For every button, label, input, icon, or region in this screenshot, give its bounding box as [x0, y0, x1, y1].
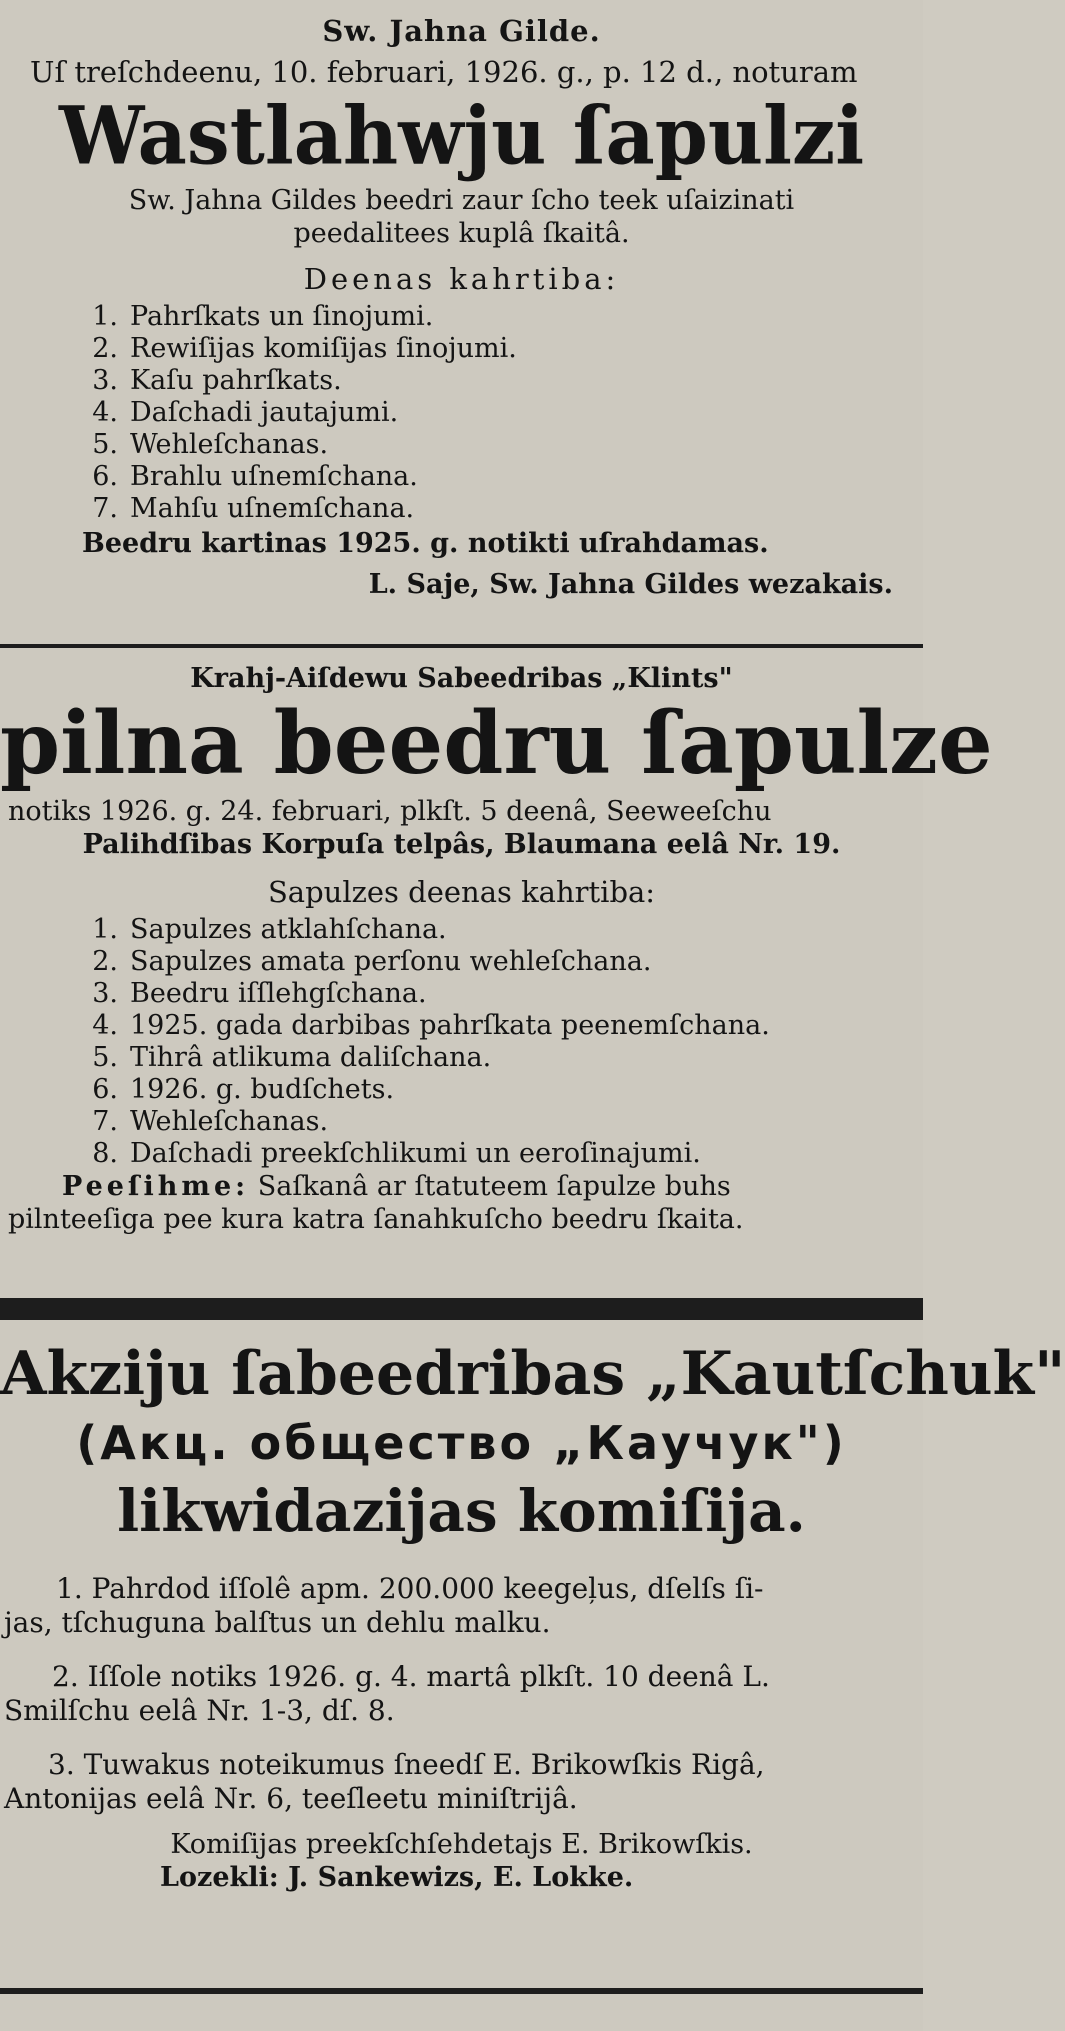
notice-kautschuk-liquidation — [0, 1338, 1065, 1894]
notice3-signature-2: Lozekli: J. Sankewizs, E. Lokke. — [160, 1862, 634, 1893]
notice2-agenda-list — [0, 914, 923, 1170]
list-item: 6. 1926. g. budſchets. — [92, 1074, 395, 1105]
notice-st-john-guild — [0, 14, 923, 601]
notice2-org: Krahj-Aiſdewu Sabeedribas „Klints" — [190, 663, 733, 694]
list-item: 4. Daſchadi jautajumi. — [92, 397, 399, 428]
notice2-agenda-heading: Sapulzes deenas kahrtiba: — [267, 875, 656, 909]
notice2-note-label: Peeſihme: — [62, 1171, 250, 1202]
notice3-title-2: (Акц. общество „Каучук") — [76, 1416, 847, 1470]
notice1-intro: Uſ treſchdeenu, 10. februari, 1926. g., p. 12 d., noturam — [30, 55, 858, 89]
notice1-agenda-list — [0, 301, 923, 525]
notice2-line-2: Palihdſibas Korpuſa telpâs, Blaumana eelâ Nr. 19. — [82, 829, 841, 860]
notice3-signature-1: Komiſijas preekſchſehdetajs E. Brikowſkis. — [170, 1829, 753, 1860]
list-item: 3. Beedru iſſlehgſchana. — [92, 978, 427, 1009]
notice3-para-3a: 3. Tuwakus noteikumus ſneedſ E. Brikowſkis Rigâ, — [48, 1748, 765, 1781]
notice3-para-1a: 1. Pahrdod iſſolê apm. 200.000 keegeļus, dſelſs ſi- — [56, 1572, 764, 1605]
notice1-invite-1: Sw. Jahna Gildes beedri zaur ſcho teek uſaizinati — [128, 185, 795, 216]
notice1-title: Wastlahwju ſapulzi — [58, 88, 865, 183]
notice2-note-2: pilntееſiga pee kura katra ſanahkuſcho beedru ſkaita. — [8, 1204, 744, 1235]
notice1-note: Beedru kartinas 1925. g. notikti uſrahdamas. — [82, 528, 769, 559]
notice3-title-1: Akziju ſabeedribas „Kautſchuk" — [0, 1339, 1065, 1409]
divider-2 — [0, 1298, 923, 1320]
notice3-para-2b: Smilſchu eelâ Nr. 1-3, dſ. 8. — [4, 1694, 395, 1727]
notice1-agenda-heading: Deenas kahrtiba: — [303, 262, 620, 296]
list-item: 8. Daſchadi preekſchlikumi un eeroſinajumi. — [92, 1138, 701, 1169]
notice1-signature: L. Saje, Sw. Jahna Gildes wezakais. — [368, 569, 893, 600]
list-item: 7. Mahſu uſnemſchana. — [92, 493, 415, 524]
list-item: 3. Kaſu pahrſkats. — [92, 365, 342, 396]
notice1-org: Sw. Jahna Gilde. — [322, 14, 601, 48]
notice3-title-3: likwidazijas komiſija. — [117, 1477, 806, 1545]
divider-3 — [0, 1988, 923, 1994]
list-item: 7. Wehleſchanas. — [92, 1106, 329, 1137]
list-item: 5. Wehleſchanas. — [92, 429, 329, 460]
list-item: 4. 1925. gada darbibas pahrſkata peenemſchana. — [92, 1010, 770, 1041]
notice2-note-1 — [0, 1170, 923, 1203]
notice-klints-society — [0, 662, 993, 1236]
list-item: 1. Sapulzes atklahſchana. — [92, 914, 447, 945]
notice2-note-text: Saſkanâ ar ſtatuteem ſapulze buhs — [257, 1171, 731, 1202]
divider-1 — [0, 644, 923, 648]
list-item: 1. Pahrſkats un ſinojumi. — [92, 301, 434, 332]
notice3-para-2a: 2. Iſſole notiks 1926. g. 4. martâ plkſt. 10 deenâ L. — [52, 1660, 770, 1693]
list-item: 5. Tihrâ atlikuma daliſchana. — [92, 1042, 492, 1073]
notice2-line-1: notiks 1926. g. 24. februari, plkſt. 5 deenâ, Seeweeſchu — [8, 796, 772, 827]
notice1-invite-2: peedalitees kuplâ ſkaitâ. — [293, 218, 630, 249]
notice2-title: pilna beedru ſapulze — [0, 693, 993, 794]
notice3-para-3b: Antonijas eelâ Nr. 6, teeſleetu miniſtrijâ. — [4, 1782, 578, 1815]
list-item: 6. Brahlu uſnemſchana. — [92, 461, 418, 492]
list-item: 2. Sapulzes amata perſonu wehleſchana. — [92, 946, 652, 977]
list-item: 2. Rewiſijas komiſijas ſinojumi. — [92, 333, 517, 364]
notice3-para-1b: jas, tſchuguna balſtus un dehlu malku. — [4, 1606, 551, 1639]
